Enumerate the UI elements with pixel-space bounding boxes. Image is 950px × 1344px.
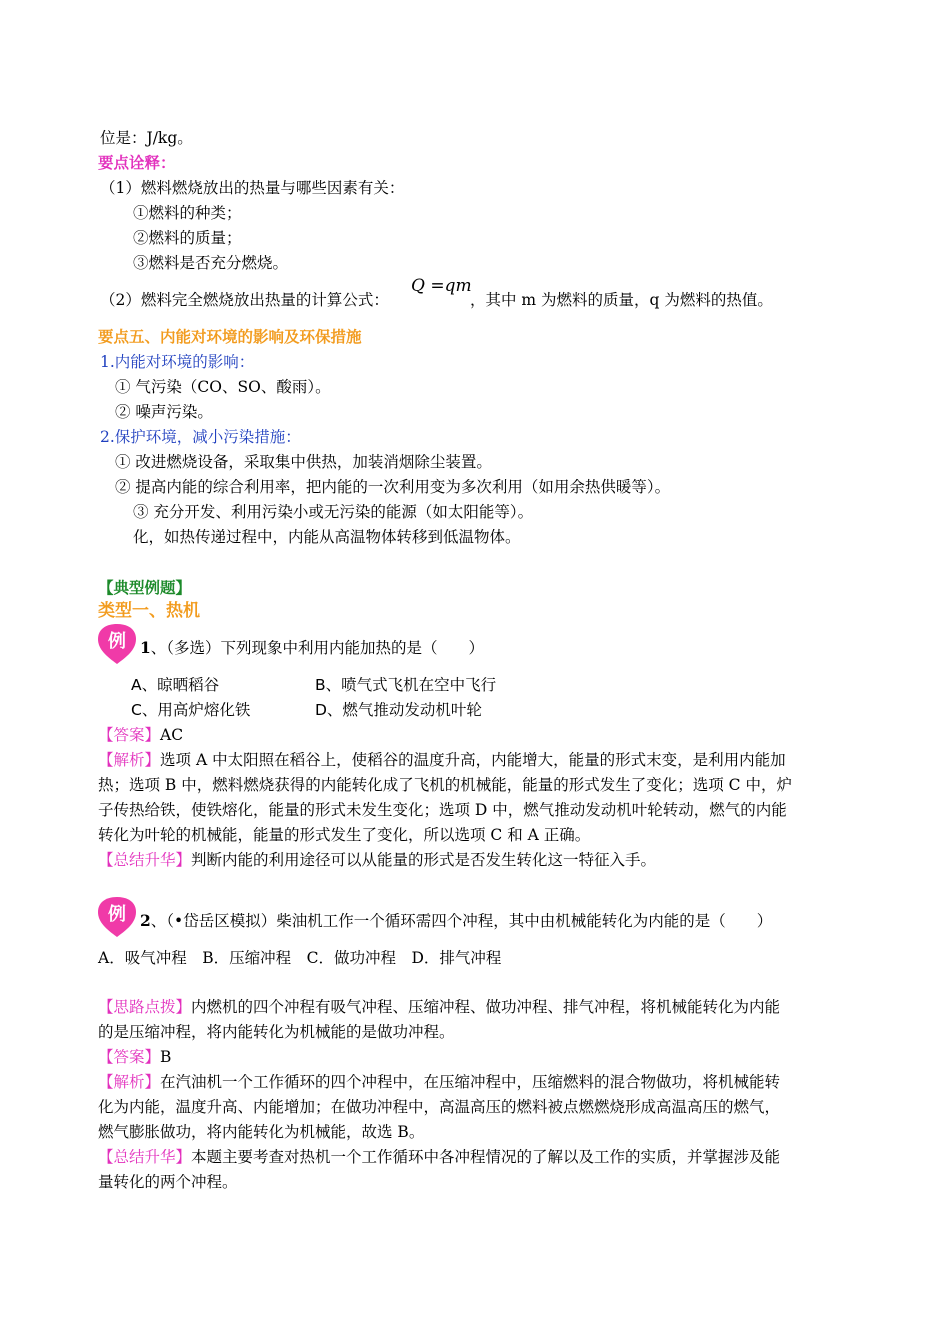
example2-analysis-2: 化为内能，温度升高、内能增加；在做功冲程中，高温高压的燃料被点燃燃烧形成高温高压的燃气， — [98, 1098, 781, 1116]
unit-line: 位是：J/kg。 — [100, 129, 193, 147]
badge-char: 例 — [108, 631, 126, 652]
example1-option-d: D、燃气推动发动机叶轮 — [315, 701, 482, 719]
section5-h2: 2.保护环境，减小污染措施： — [100, 428, 301, 446]
example1-option-a: A、晾晒稻谷 — [131, 676, 220, 694]
analysis-tag: 【解析】 — [98, 1073, 161, 1091]
section5-h1: 1.内能对环境的影响： — [100, 353, 255, 371]
example-badge-icon — [96, 622, 136, 662]
section5-h2-a: ① 改进燃烧设备，采取集中供热，加装消烟除尘装置。 — [115, 453, 492, 471]
summary-tag: 【总结升华】 — [98, 851, 192, 869]
heat-formula: Q =qm — [411, 276, 472, 296]
summary-text: 判断内能的利用途径可以从能量的形式是否发生转化这一特征入手。 — [191, 851, 657, 869]
badge-char: 例 — [108, 904, 126, 925]
notes-title: 要点诠释： — [98, 153, 176, 172]
section5-h1-b: ② 噪声污染。 — [115, 403, 213, 421]
note-2-pre: （2）燃料完全燃烧放出热量的计算公式： — [100, 291, 389, 309]
example1-analysis-1 — [98, 750, 786, 770]
section5-h2-b: ② 提高内能的综合利用率，把内能的一次利用变为多次利用（如用余热供暖等）。 — [115, 478, 671, 496]
example2-number: 2 — [140, 911, 151, 930]
example2-summary-2: 量转化的两个冲程。 — [98, 1173, 238, 1191]
example1-analysis-4: 转化为叶轮的机械能，能量的形式发生了变化，所以选项 C 和 A 正确。 — [98, 826, 591, 844]
section5-h1-a: ① 气污染（CO、SO、酸雨）。 — [115, 378, 331, 396]
answer-tag: 【答案】 — [98, 1048, 161, 1066]
example1-summary — [98, 850, 656, 870]
hint-tag: 【思路点拨】 — [98, 998, 192, 1016]
analysis-tag: 【解析】 — [98, 751, 161, 769]
summary-text: 本题主要考查对热机一个工作循环中各冲程情况的了解以及工作的实质，并掌握涉及能 — [191, 1148, 781, 1166]
answer-value: AC — [160, 726, 184, 744]
example2-analysis-3: 燃气膨胀做功，将内能转化为机械能，故选 B。 — [98, 1123, 425, 1141]
answer-tag: 【答案】 — [98, 726, 161, 744]
example1-question — [140, 638, 484, 658]
example2-analysis-1 — [98, 1072, 780, 1092]
example2-question-text: 、（•岱岳区模拟）柴油机工作一个循环需四个冲程，其中由机械能转化为内能的是（ ） — [150, 912, 773, 930]
example-badge-icon — [96, 895, 136, 935]
note-2-post: ，其中 m 为燃料的质量，q 为燃料的热值。 — [470, 291, 773, 309]
example1-option-b: B、喷气式飞机在空中飞行 — [315, 676, 497, 694]
example1-number: 1 — [140, 638, 151, 657]
section5-h2-c: ③ 充分开发、利用污染小或无污染的能源（如太阳能等）。 — [133, 503, 534, 521]
hint-text: 内燃机的四个冲程有吸气冲程、压缩冲程、做功冲程、排气冲程，将机械能转化为内能 — [191, 998, 781, 1016]
examples-header: 【典型例题】 — [98, 578, 192, 597]
section5-h2-d: 化，如热传递过程中，内能从高温物体转移到低温物体。 — [133, 528, 521, 546]
example2-hint-1 — [98, 997, 780, 1017]
example1-analysis-3: 子传热给铁，使铁熔化，能量的形式未发生变化；选项 D 中，燃气推动发动机叶轮转动，燃气的内能 — [98, 801, 787, 819]
note-1-b: ②燃料的质量； — [133, 229, 242, 247]
example2-question — [140, 911, 772, 931]
example1-question-text: 、（多选）下列现象中利用内能加热的是（ ） — [150, 639, 485, 657]
analysis-text: 在汽油机一个工作循环的四个冲程中，在压缩冲程中，压缩燃料的混合物做功，将机械能转 — [160, 1073, 781, 1091]
type1-title: 类型一、热机 — [98, 601, 200, 621]
note-1: （1）燃料燃烧放出的热量与哪些因素有关： — [100, 179, 405, 197]
example1-answer — [98, 725, 183, 745]
analysis-text: 选项 A 中太阳照在稻谷上，使稻谷的温度升高，内能增大，能量的形式末变，是利用内能加 — [160, 751, 786, 769]
note-1-a: ①燃料的种类； — [133, 204, 242, 222]
example1-option-c: C、用高炉熔化铁 — [131, 701, 251, 719]
example1-analysis-2: 热；选项 B 中，燃料燃烧获得的内能转化成了飞机的机械能，能量的形式发生了变化；选项 C 中，炉 — [98, 776, 792, 794]
example2-hint-2: 的是压缩冲程，将内能转化为机械能的是做功冲程。 — [98, 1023, 455, 1041]
example2-summary-1 — [98, 1147, 780, 1167]
note-1-c: ③燃料是否充分燃烧。 — [133, 254, 289, 272]
section5-title: 要点五、内能对环境的影响及环保措施 — [98, 327, 362, 346]
example2-answer — [98, 1047, 171, 1067]
answer-value: B — [160, 1048, 172, 1066]
summary-tag: 【总结升华】 — [98, 1148, 192, 1166]
example2-options: A．吸气冲程 B．压缩冲程 C．做功冲程 D．排气冲程 — [98, 949, 502, 967]
